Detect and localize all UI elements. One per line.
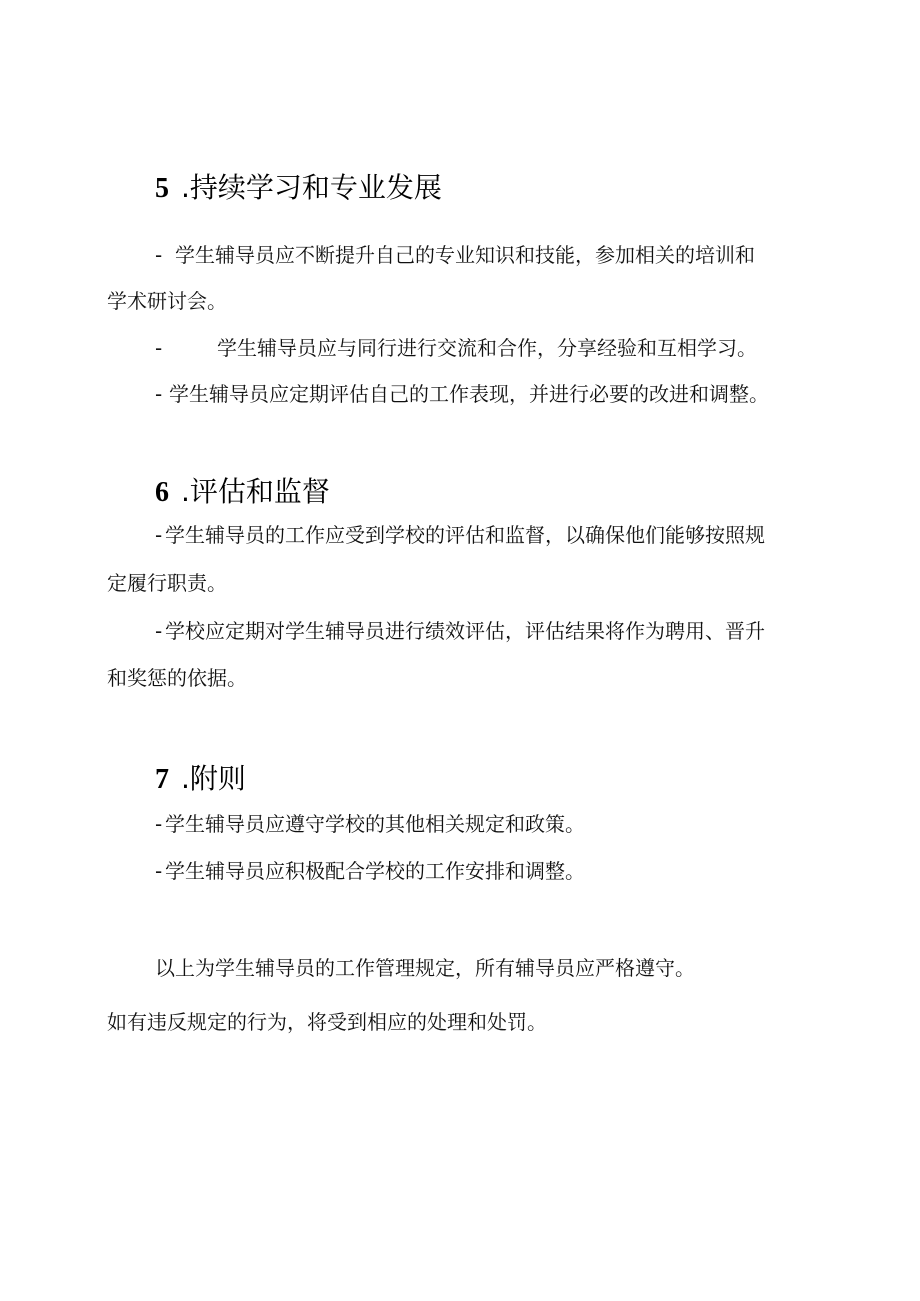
- section-5-number: 5: [155, 173, 169, 204]
- section-6-title: .评估和监督: [181, 475, 330, 508]
- section-7-item-2-line-1: - 学生辅导员应积极配合学校的工作安排和调整。: [155, 859, 585, 883]
- section-6-item-2-line-1: - 学校应定期对学生辅导员进行绩效评估，评估结果将作为聘用、晋升: [155, 619, 765, 643]
- section-7-heading: [155, 757, 246, 797]
- section-6-item-1-line-2: 定履行职责。: [107, 571, 227, 595]
- section-5-item-1-line-1: - 学生辅导员应不断提升自己的专业知识和技能，参加相关的培训和: [155, 243, 755, 267]
- section-7-item-1-line-1: - 学生辅导员应遵守学校的其他相关规定和政策。: [155, 812, 585, 836]
- section-5-item-3-line-1: - 学生辅导员应定期评估自己的工作表现，并进行必要的改进和调整。: [155, 382, 769, 406]
- section-6-item-2-line-2: 和奖惩的依据。: [107, 666, 247, 690]
- section-5-title: .持续学习和专业发展: [181, 171, 442, 204]
- section-7-number: 7: [155, 764, 169, 795]
- closing-line-1: 以上为学生辅导员的工作管理规定，所有辅导员应严格遵守。: [155, 956, 695, 980]
- section-7-title: .附则: [181, 762, 246, 795]
- section-5-item-1-line-2: 学术研讨会。: [107, 289, 227, 313]
- closing-line-2: 如有违反规定的行为，将受到相应的处理和处罚。: [107, 1010, 547, 1034]
- section-5-heading: [155, 166, 442, 206]
- section-6-number: 6: [155, 477, 169, 508]
- section-5-item-2-line-1: - 学生辅导员应与同行进行交流和合作，分享经验和互相学习。: [155, 336, 757, 360]
- section-6-item-1-line-1: - 学生辅导员的工作应受到学校的评估和监督，以确保他们能够按照规: [155, 523, 765, 547]
- section-6-heading: [155, 470, 330, 510]
